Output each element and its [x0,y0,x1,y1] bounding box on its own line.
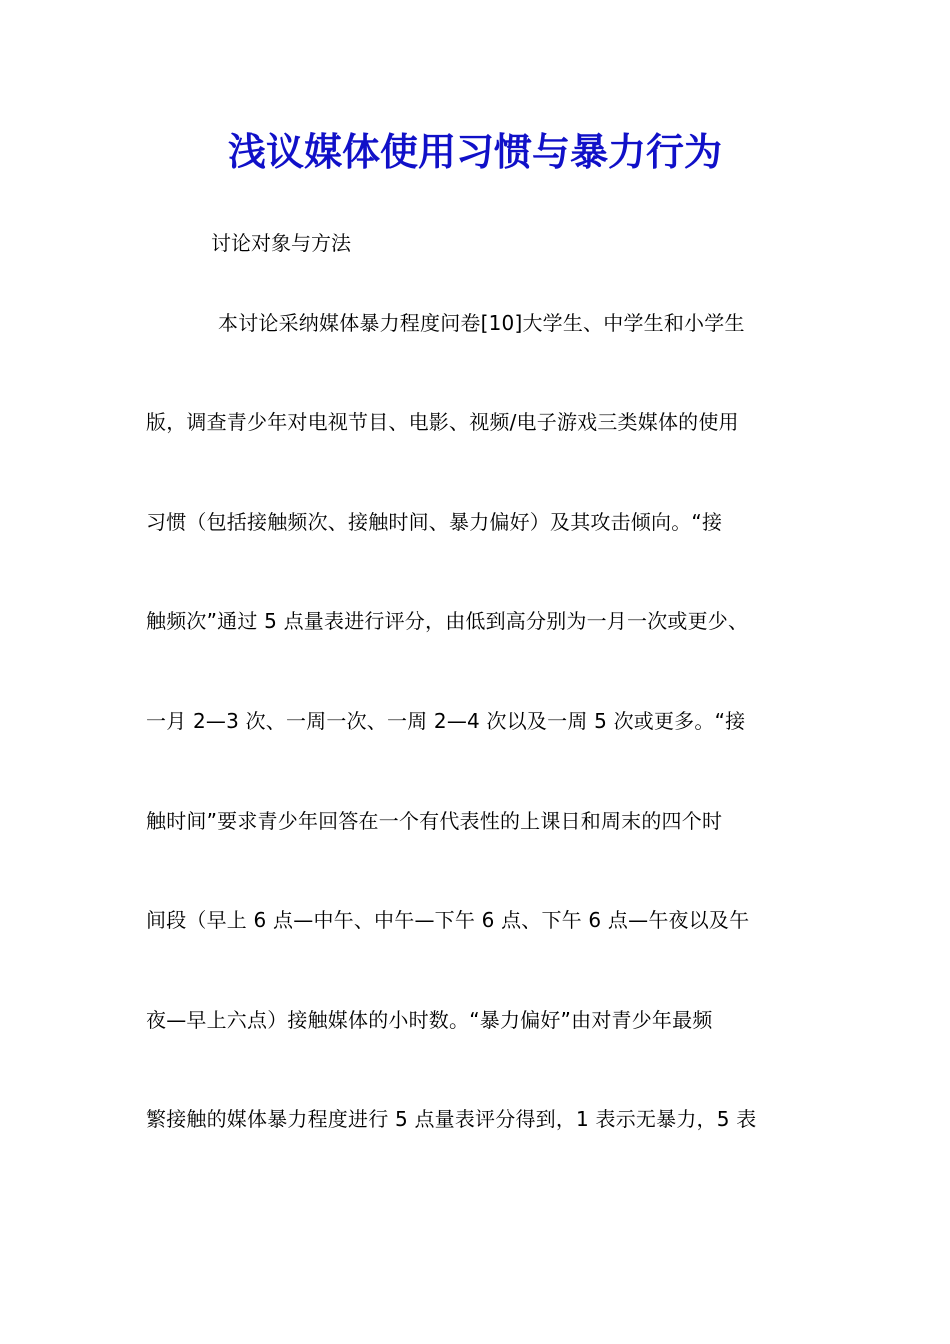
paragraph-line: 一月 2—3 次、一周一次、一周 2—4 次以及一周 5 次或更多。“接 [146,709,746,733]
paragraph-line: 触时间”要求青少年回答在一个有代表性的上课日和周末的四个时 [146,809,723,833]
document-title: 浅议媒体使用习惯与暴力行为 [227,129,722,174]
paragraph-line: 夜—早上六点）接触媒体的小时数。“暴力偏好”由对青少年最频 [146,1008,713,1032]
paragraph-line: 触频次”通过 5 点量表进行评分，由低到高分别为一月一次或更少、 [146,609,749,633]
paragraph-line: 版，调查青少年对电视节目、电影、视频/电子游戏三类媒体的使用 [146,410,739,434]
paragraph-line: 繁接触的媒体暴力程度进行 5 点量表评分得到，1 表示无暴力，5 表 [146,1107,757,1131]
paragraph-line: 间段（早上 6 点—中午、中午—下午 6 点、下午 6 点—午夜以及午 [146,908,750,932]
paragraph-line: 习惯（包括接触频次、接触时间、暴力偏好）及其攻击倾向。“接 [146,510,723,534]
paragraph-line: 本讨论采纳媒体暴力程度问卷[10]大学生、中学生和小学生 [218,311,745,335]
section-heading: 讨论对象与方法 [211,231,351,255]
